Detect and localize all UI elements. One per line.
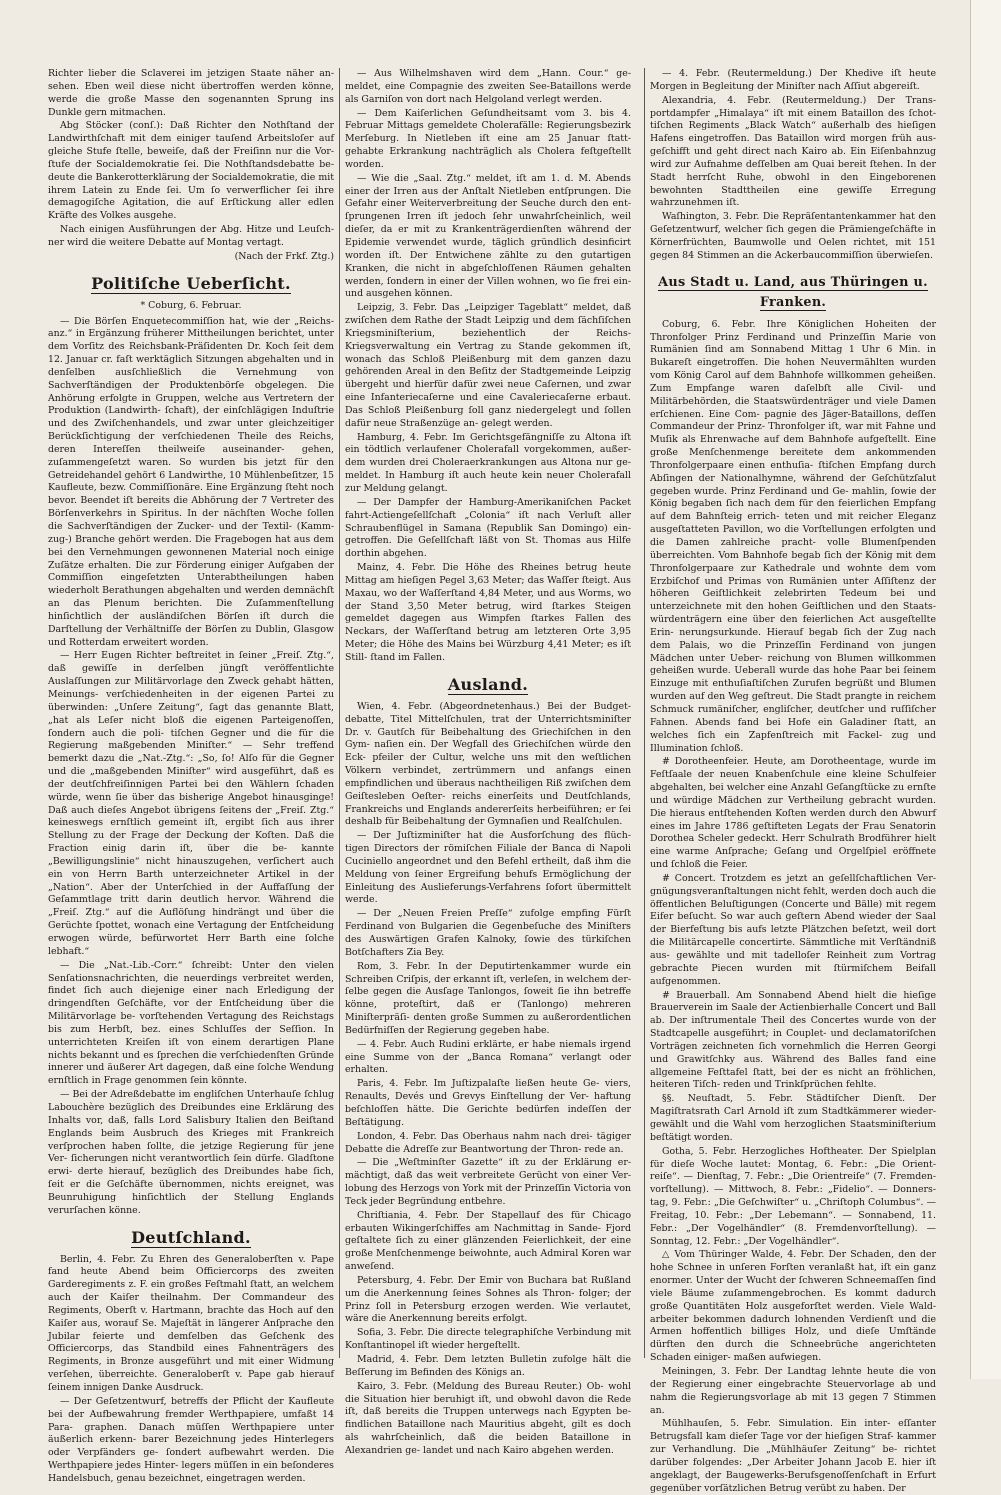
section-heading [345,675,631,695]
article-paragraph: Nach einigen Ausführungen der Abg. Hitze und Leuſch- ner wird die weitere Debatte auf Montag vertagt. [48,224,334,248]
column-divider [644,68,645,1358]
article-paragraph: Rom, 3. Febr. In der Deputirtenkammer wurde ein Schreiben Criſpis, der erkannt iſt, verleſen, in welchem der- ſelbe gegen die Ausſage Tanlongos, ſoweit ſie ihn betreffe könne, proteſtirt, daß er (Tanlongo) mehreren Miniſterpräſi- denten große Summen zu außerordentlichen Bedürfniſſen der Regierung gegeben habe. [345,960,631,1036]
page-margin-strip [970,0,1001,1379]
article-paragraph: Sofia, 3. Febr. Die directe telegraphiſche Verbindung mit Konſtantinopel iſt wieder hergeſtellt. [345,1327,631,1352]
article-paragraph: Meiningen, 3. Febr. Der Landtag lehnte heute die von der Regierung einer eingebrachte Steuervorlage ab und nahm die Regierungsvorlage ab mit 13 gegen 7 Stimmen an. [650,1366,936,1416]
article-paragraph: # Brauerball. Am Sonnabend Abend hielt die hieſige Brauerverein im Saale der Actienbierhalle Concert und Ball ab. Der inſtrumentale Theil des Concertes wurde von der Stadtcapelle ausgeführt; in Couplet- und declamatoriſchen Vorträgen zeichneten ſich vornehmlich die Herren Georgi und Grawitſchky aus. Während des Balles fand eine allgemeine Feſttafel ſtatt, bei der es nicht an fröhlichen, heiteren Tiſch- reden und Trinkſprüchen fehlte. [650,989,936,1091]
article-paragraph: Mühlhauſen, 5. Febr. Simulation. Ein inter- eſſanter Betrugsfall kam dieſer Tage vor der hieſigen Straf- kammer zur Verhandlung. Die „Mühlhäuſer Zeitung“ be- richtet darüber folgendes: „Der Arbeiter Johann Jacob E. hier iſt angeklagt, der Baugewerks-Berufsgenoſſenſchaft in Erfurt gegenüber vorſätzlichen Betrug verübt zu haben. Der [650,1418,936,1494]
article-paragraph: Abg Stöcker (conſ.): Daß Richter den Nothſtand der Landwirthſchaft mit dem einiger tauſend Arbeitsloſer auf gleiche Stufe ſtelle, beweiſe, daß der Freiſinn nur die Vor- ſtufe der Socialdemokratie ſei. Die Nothſtandsdebatte be- deute die Bankerotterklärung der Socialdemokratie, die mit ihrem Latein zu Ende ſei. Um ſo verwerflicher ſei ihre demagogiſche Agitation, die auf Erſtickung aller edlen Kräfte des Volkes ausgehe. [48,120,334,222]
section-heading-text: Aus Stadt u. Land, aus Thüringen u. Franken. [658,274,928,310]
dateline: * Coburg, 6. Februar. [140,299,242,311]
article-paragraph: — Die Börſen Enquetecommiſſion hat, wie der „Reichs- anz.“ in Ergänzung früherer Mittheilungen berichtet, unter dem Vorſitz des Reichsbank-Präſidenten Dr. Koch ſeit dem 12. Januar cr. faſt werktäglich Sitzungen abgehalten und in denſelben ausſchließlich die Vernehmung von Sachverſtändigen der Produktenbörſe obgelegen. Die Anhörung erfolgte in Gruppen, welche aus Vertretern der Produktion (Landwirth- ſchaft), der einſchlägigen Induſtrie und des Zwiſchenhandels, und zwar unter gleichzeitiger Berückſichtigung der verſchiedenen Theile des Reichs, deren Intereſſen theilweiſe auseinander- gehen, zuſammengeſetzt waren. So wurden bis jetzt für den Getreidehandel gehört 6 Landwirthe, 10 Mühlenbeſitzer, 15 Kaufleute, bezw. Commiſſionäre. Eine Ergänzung ſteht noch bevor. Beendet iſt bereits die Abhörung der 7 Vertreter des Börſenverkehrs in Spiritus. In der nächſten Woche ſollen die Sachverſtändigen der Zucker- und der Textil- (Kamm- zug-) Branche gehört werden. Die Fragebogen hat aus dem bei den Vernehmungen gewonnenen Material noch einige Zuſätze erhalten. Die zur Förderung einiger Aufgaben der Commiſſion eingeſetzten Unterabtheilungen haben wiederholt Berathungen abgehalten und werden demnächſt an das Plenum berichten. Die Zuſammenſtellung hinſichtlich der ausländiſchen Börſen iſt durch die Darſtellung der Verhältniſſe der Börſen zu Dublin, Glasgow und Rotterdam erweitert worden. [48,315,334,648]
source-note: (Nach der Frkf. Ztg.) [234,250,334,262]
article-paragraph: — Aus Wilhelmshaven wird dem „Hann. Cour.“ ge- meldet, eine Compagnie des zweiten See-Bataillons werde als Garniſon von dort nach Helgoland verlegt werden. [345,68,631,105]
section-heading-text: Deutſchland. [131,1227,251,1247]
article-paragraph: Madrid, 4. Febr. Dem letzten Bulletin zufolge hält die Beſſerung im Befinden des Königs an. [345,1354,631,1378]
article-paragraph: — Die „Nat.-Lib.-Corr.“ ſchreibt: Unter den vielen Senſationsnachrichten, die neuerdings verbreitet werden, findet ſich auch diejenige einer nach Erledigung der dringendſten Geſchäfte, vor der Entſcheidung über die Militärvorlage be- vorſtehenden Vertagung des Reichstags bis zum Herbſt, bez. eines Schluſſes der Seſſion. In unterrichteten Kreiſen iſt von einem derartigen Plane nichts bekannt und es ſprechen die verſchiedenſten Gründe innerer und äußerer Art dagegen, daß eine ſolche Wendung ernſtlich in Frage genommen ſein könnte. [48,959,334,1087]
article-paragraph: London, 4. Febr. Das Oberhaus nahm nach drei- tägiger Debatte die Adreſſe zur Beantwortung der Thron- rede an. [345,1130,631,1155]
article-paragraph: Coburg, 6. Febr. Ihre Königlichen Hoheiten der Thronfolger Prinz Ferdinand und Prinzeſſin Marie von Rumänien ſind am Sonnabend Mittag 1 Uhr 6 Min. in Bukareſt eingetroffen. Die hohen Neuvermählten wurden vom König Carol auf dem Bahnhofe willkommen geheißen. Zum Empfange waren daſelbſt alle Civil- und Militärbehörden, die Staatswürdenträger und viele Damen erſchienen. Eine Com- pagnie des Jäger-Bataillons, deſſen Commandeur der Prinz- Thronfolger iſt, war mit Fahne und Muſik als Ehrenwache auf dem Bahnhofe aufgeſtellt. Eine große Menſchenmenge bereitete dem ankommenden Thronfolgerpaare einen enthuſia- ſtiſchen Empfang durch Abſingen der Nationalhymne, während der Geſchützſalut gegeben wurde. Prinz Ferdinand und Ge- mahlin, ſowie der König begaben ſich nach dem für den feierlichen Empfang auf dem Bahnſteig errich- teten und mit reicher Eleganz ausgeſtatteten Pavillon, wo die Vorſtellungen erfolgten und die Damen zahlreiche pracht- volle Blumenſpenden überreichten. Vom Bahnhofe begab ſich der König mit dem Thronfolgerpaare zur Kathedrale und wohnte dem vom Erzbiſchof und Primas von Rumänien unter Aſſiſtenz der höheren Geiſtlichkeit zelebrirten Tedeum bei und unterzeichnete mit den hohen Geiſtlichen und den Staats- würdenträgern eine über den feierlichen Act ausgeſtellte Erin- nerungsurkunde. Hierauf begab ſich der Zug nach dem Palais, wo die Prinzeſſin Ferdinand von jungen Mädchen unter Ueber- reichung von Blumen willkommen geheißen wurde. Ueberall wurde das hohe Paar bei ſeinem Einzuge mit enthuſiaſtiſchen Zurufen begrüßt und Blumen wurden auf den Weg geſtreut. Die Stadt prangte in reichem Schmuck rumäniſcher, engliſcher, deutſcher und ruſſiſcher Fahnen. Abends fand bei Hofe ein Galadiner ſtatt, an welches ſich ein Zapfenſtreich mit Fackel- zug und Illumination ſchloß. [650,318,936,754]
article-paragraph: — Der Dampfer der Hamburg-Amerikaniſchen Packet fahrt-Actiengeſellſchaft „Colonia“ iſt nach Verluſt aller Schraubenflügel in Samana (Republik San Domingo) ein- getroffen. Die Geſellſchaft läßt von St. Thomas aus Hilfe dorthin abgehen. [345,496,631,560]
column-right [650,68,936,1494]
section-heading [650,273,936,313]
article-paragraph: Alexandria, 4. Febr. (Reutermeldung.) Der Trans- portdampfer „Himalaya“ iſt mit einem Bataillon des ſchot- tiſchen Regiments „Black Watch“ außerhalb des hieſigen Hafens eingetroffen. Das Bataillon wird morgen früh aus- geſchifft und geht direct nach Kairo ab. Ein Eiſenbahnzug wird zur Aufnahme deſſelben am Quai bereit ſtehen. In der Stadt herrſcht Ruhe, obwohl in den Eingeborenen bewohnten Stadttheilen eine gewiſſe Erregung wahrzunehmen iſt. [650,94,936,209]
article-paragraph: △ Vom Thüringer Walde, 4. Febr. Der Schaden, den der hohe Schnee in unſeren Forſten veranlaßt hat, iſt ein ganz enormer. Unter der Wucht der ſchweren Schneemaſſen ſind viele Bäume zuſammengebrochen. Es kommt dadurch große Quantitäten Holz ausgeforſtet werden. Viele Wald- arbeiter bekommen dadurch lohnenden Verdienſt und die Armen hoffentlich billiges Holz, und dieſe Umſtände dürften den durch die Schneebrüche angerichteten Schaden einiger- maßen aufwiegen. [650,1249,936,1364]
article-paragraph: Paris, 4. Febr. Im Juſtizpalaſte ließen heute Ge- viers, Renaults, Devés und Grevys Einſtellung der Ver- haftung beſchloſſen hätte. Die Gerichte bedürfen indeſſen der Beſtätigung. [345,1078,631,1128]
article-paragraph: # Concert. Trotzdem es jetzt an geſellſchaftlichen Ver- gnügungsveranſtaltungen nicht fehlt, werden doch auch die öffentlichen Beluſtigungen (Concerte und Bälle) mit regem Eifer beſucht. So war auch geſtern Abend wieder der Saal der Bierfeſtung bis aufs letzte Plätzchen beſetzt, weil dort die Militärcapelle concertirte. Sämmtliche mit Verſtändniß aus- gewählte und mit tadelloſer Reinheit zum Vortrag gebrachte Piecen wurden mit ſtürmiſchem Beifall aufgenommen. [650,872,936,987]
article-paragraph: Richter lieber die Sclaverei im jetzigen Staate näher an- sehen. Eben weil diese nicht übertroffen werden könne, werde die große Masse den sogenannten Sprung ins Dunkle gern mitmachen. [48,68,334,118]
article-paragraph: — 4. Febr. Auch Rudini erklärte, er habe niemals irgend eine Summe von der „Banca Romana“ verlangt oder erhalten. [345,1038,631,1076]
article-paragraph: — Der „Neuen Freien Preſſe“ zufolge empfing Fürſt Ferdinand von Bulgarien die Gegenbeſuche des Miniſters des Auswärtigen Grafen Kalnoky, ſowie des türkiſchen Botſchafters Zia Bey. [345,908,631,958]
article-paragraph: Wien, 4. Febr. (Abgeordnetenhaus.) Bei der Budget- debatte, Titel Mittelſchulen, trat der Unterrichtsminiſter Dr. v. Gautſch für Beibehaltung des Griechiſchen in den Gym- naſien ein. Der Wegfall des Griechiſchen würde den Eck- pfeiler der Cultur, welche uns mit den weſtlichen Völkern verbindet, zertrümmern und anfangs einen empfindlichen und überaus nachtheiligen Riß zwiſchen dem Geiſtesleben Oeſter- reichs einerſeits und Deutſchlands, Frankreichs und Englands andererſeits herbeiführen; er ſei deshalb für Beibehaltung der Gymnaſien und Realſchulen. [345,700,631,828]
section-heading [48,1228,334,1248]
article-paragraph: Waſhington, 3. Febr. Die Repräſentantenkammer hat den Geſetzentwurf, welcher ſich gegen die Prämiengeſchäfte in Körnerfrüchten, Baumwolle und Oelen richtet, mit 151 gegen 84 Stimmen an die Ackerbaucommiſſion überwieſen. [650,211,936,261]
article-paragraph: Chriſtiania, 4. Febr. Der Stapellauf des für Chicago erbauten Wikingerſchiffes am Nachmittag in Sande- Fjord geſtaltete ſich zu einer glänzenden Feierlichkeit, der eine große Menſchenmenge beiwohnte, auch Admiral Koren war anweſend. [345,1209,631,1273]
article-paragraph: — Bei der Adreßdebatte im engliſchen Unterhauſe ſchlug Labouchère bezüglich des Dreibundes eine Erklärung des Inhalts vor, daß, falls Lord Salisbury Italien den Beiſtand Englands beim Ausbruch des Krieges mit Frankreich verſprochen haben ſollte, die jetzige Regierung für jene Ver- ſicherungen nicht verantwortlich ſein dürfe. Gladſtone erwi- derte hierauf, bezüglich des Dreibundes habe ſich, ſeit er die Geſchäfte übernommen, nichts ereignet, was Beunruhigung hinſichtlich der Stellung Englands verurſachen könne. [48,1089,334,1216]
article-paragraph: Kairo, 3. Febr. (Meldung des Bureau Reuter.) Ob- wohl die Situation hier beruhigt iſt, und obwohl davon die Rede iſt, daß bereits die Truppen unterwegs nach Egypten be- findlichen Bataillone nach Mauritius abgeht, gilt es doch als wahrſcheinlich, daß die beiden Bataillone in Alexandrien ge- landet und nach Kairo abgehen werden. [345,1380,631,1456]
article-paragraph: Leipzig, 3. Febr. Das „Leipziger Tageblatt“ meldet, daß zwiſchen dem Rathe der Stadt Leipzig und dem ſächſiſchen Kriegsminiſterium, beziehentlich der Reichs-Kriegsverwaltung ein Vertrag zu Stande gekommen iſt, wonach das Schloß Pleißenburg mit dem ganzen dazu gehörenden Areal in den Beſitz der Stadtgemeinde Leipzig übergeht und hierfür dafür zwei neue Caſernen, und zwar eine Infanteriecaſerne und eine Cavaleriecaſerne erbaut. Das Schloß Pleißenburg ſoll ganz niedergelegt und ſollen dafür neue Straßenzüge an- gelegt werden. [345,302,631,429]
article-paragraph: Gotha, 5. Febr. Herzogliches Hoftheater. Der Spielplan für dieſe Woche lautet: Montag, 6. Febr.: „Die Orient- reiſe“. — Dienſtag, 7. Febr.: „Die Orientreiſe“ (7. Fremden- vorſtellung). — Mittwoch, 8. Febr.: „Fidelio“. — Donners- tag, 9. Febr.: „Die Geſchwiſter“ u. „Chriſtoph Columbus“. — Freitag, 10. Febr.: „Der Lebemann“. — Sonnabend, 11. Febr.: „Der Vogelhändler“ (8. Fremdenvorſtellung). — Sonntag, 12. Febr.: „Der Vogelhändler“. [650,1145,936,1247]
article-paragraph: Mainz, 4. Febr. Die Höhe des Rheines betrug heute Mittag am hieſigen Pegel 3,63 Meter; das Waſſer ſteigt. Aus Maxau, wo der Waſſerſtand 4,84 Meter, und aus Worms, wo der Stand 3,50 Meter betrug, wird ſtarkes Steigen gemeldet dagegen aus Wimpfen ſtarkes Fallen des Neckars, der Waſſerſtand betrug am letzteren Orte 3,95 Meter; die Höhe des Mains bei Würzburg 4,41 Meter; es iſt Still- ſtand im Fallen. [345,562,631,663]
article-paragraph: — Der Geſetzentwurf, betreffs der Pflicht der Kaufleute bei der Aufbewahrung fremder Werthpapiere, umfaßt 14 Para- graphen. Danach müſſen Werthpapiere unter äußerlich erkenn- barer Bezeichnung jedes Hinterlegers oder Verpfänders ge- ſondert aufbewahrt werden. Die Werthpapiere jedes Hinter- legers müſſen in ein beſonderes Handelsbuch, genau bezeichnet, eingetragen werden. [48,1395,334,1484]
article-paragraph: — Herr Eugen Richter beſtreitet in ſeiner „Freiſ. Ztg.“, daß gewiſſe in derſelben jüngſt veröffentlichte Auslaſſungen zur Militärvorlage den Zweck gehabt hätten, Meinungs- verſchiedenheiten in der eigenen Partei zu überwinden: „Unſere Zeitung“, ſagt das genannte Blatt, „hat als Leſer nicht bloß die eigenen Parteigenoſſen, ſondern auch die poli- tiſchen Gegner und die für die Regierung maßgebenden Miniſter.“ — Sehr treffend bemerkt dazu die „Nat.-Ztg.“: „So, ſo! Alſo für die Gegner und die „maßgebenden Miniſter“ wird ausgeführt, daß es der deutſchfreiſinnigen Partei bei den Wählern ſchaden würde, wenn ſie über das bisherige Angebot hinausginge! Daß auch dieſes Angebot übrigens ſeitens der „Freiſ. Ztg.“ keineswegs ernſtlich gemeint iſt, ergibt ſich aus ihrer Stellung zu der Frage der Deckung der Koſten. Daß die Fraction einig darin iſt, über die be- kannte „Bewilligungslinie“ nicht hinauszugehen, verſichert auch ein von Herrn Barth unterzeichneter Artikel in der „Nation“. Aber der Unterſchied in der Auffaſſung der Geſammtlage tritt darin deutlich hervor. Während die „Freiſ. Ztg.“ auf die Auflöſung hindrängt und über die Gerüchte ſpottet, wonach eine Vertagung der Entſcheidung erwogen würde, befürwortet Herr Barth eine ſolche lebhaft.“ [48,650,334,957]
article-paragraph: — Dem Kaiſerlichen Geſundheitsamt vom 3. bis 4. Februar Mittags gemeldete Cholerafälle: Regierungsbezirk Merſeburg. In Nietleben iſt eine am 25 Januar ſtatt- gehabte Erkrankung nachträglich als Cholera feſtgeſtellt worden. [345,107,631,170]
article-paragraph: — Die „Weſtminſter Gazette“ iſt zu der Erklärung er- mächtigt, daß das weit verbreitete Gerücht von einer Ver- lobung des Herzogs von York mit der Prinzeſſin Victoria von Teck jeder Begründung entbehre. [345,1157,631,1207]
column-middle [345,68,631,1456]
article-paragraph: # Dorotheenfeier. Heute, am Dorotheentage, wurde im Feſtſaale der neuen Knabenſchule eine kleine Schulfeier abgehalten, bei welcher eine Anzahl Geſangſtücke zu ernſte und würdige Mädchen zur Vertheilung gebracht wurden. Die hieraus entſtehenden Koſten werden durch den Abwurf eines im Jahre 1786 geſtifteten Legats der Frau Senatorin Dorothea Scheler gedeckt. Herr Schulrath Brodführer hielt eine warme Anſprache; Geſang und Orgelſpiel eröffnete und ſchloß die Feier. [650,756,936,871]
article-paragraph: Petersburg, 4. Febr. Der Emir von Buchara bat Rußland um die Anerkennung ſeines Sohnes als Thron- folger; der Prinz ſoll in Petersburg erzogen werden. Wie verlautet, wäre die Anerkennung bereits erfolgt. [345,1274,631,1325]
article-paragraph: — Der Juſtizminiſter hat die Ausforſchung des flüch- tigen Directors der römiſchen Filiale der Banca di Napoli Cuciniello angeordnet und den Befehl ertheilt, daß ihm die Meldung von ſeiner Ergreifung behufs Ermöglichung der Einleitung des Auslieferungs-Verfahrens ſofort übermittelt werde. [345,830,631,906]
section-heading [48,274,334,294]
column-divider [339,68,340,1358]
article-paragraph: Hamburg, 4. Febr. Im Gerichtsgefängniſſe zu Altona iſt ein tödtlich verlaufener Cholerafall vorgekommen, außer- dem wurden drei Choleraerkrankungen aus Altona nur ge- meldet. In Hamburg iſt auch heute kein neuer Cholerafall zur Meldung gelangt. [345,431,631,494]
section-heading-text: Ausland. [447,674,529,694]
article-paragraph: Berlin, 4. Febr. Zu Ehren des Generaloberſten v. Pape fand heute Abend beim Officiercorps des zweiten Garderegiments z. F. ein großes Feſtmahl ſtatt, an welchem auch der Kaiſer theilnahm. Der Commandeur des Regiments, Oberſt v. Hartmann, brachte das Hoch auf den Kaiſer aus, worauf Se. Majeſtät in längerer Anſprache den Jubilar feierte und demſelben das Geſchenk des Officiercorps, das Standbild eines Fahnenträgers des Regiments, in Bronze ausgeführt und mit einer Widmung verſehen, überreichte. Generaloberſt v. Pape gab hierauf ſeinem innigen Danke Ausdruck. [48,1253,334,1393]
column-left [48,68,334,1484]
article-paragraph: — 4. Febr. (Reutermeldung.) Der Khedive iſt heute Morgen in Begleitung der Miniſter nach Aſſiut abgereiſt. [650,68,936,92]
section-heading-text: Politiſche Ueberſicht. [91,273,291,293]
article-paragraph: — Wie die „Saal. Ztg.“ meldet, iſt am 1. d. M. Abends einer der Irren aus der Anſtalt Nietleben entſprungen. Die Gefahr einer Weiterverbreitung der Seuche durch den ent- ſprungenen Irren iſt jedoch ſehr unwahrſcheinlich, weil dieſer, da er mit zu Krankenträgerdienſten während der Epidemie verwendet wurde, täglich gründlich desinficirt worden iſt. Der Entwichene zählte zu den gutartigen Kranken, die nicht in abgeſchloſſenen Räumen gehalten werden, ſondern in einer der Villen wohnen, wo ſie frei ein- und ausgehen können. [345,172,631,300]
article-paragraph: §§. Neuſtadt, 5. Febr. Städtiſcher Dienſt. Der Magiſtratsrath Carl Arnold iſt zum Stadtkämmerer wieder- gewählt und die Wahl vom herzoglichen Staatsminiſterium beſtätigt worden. [650,1093,936,1143]
